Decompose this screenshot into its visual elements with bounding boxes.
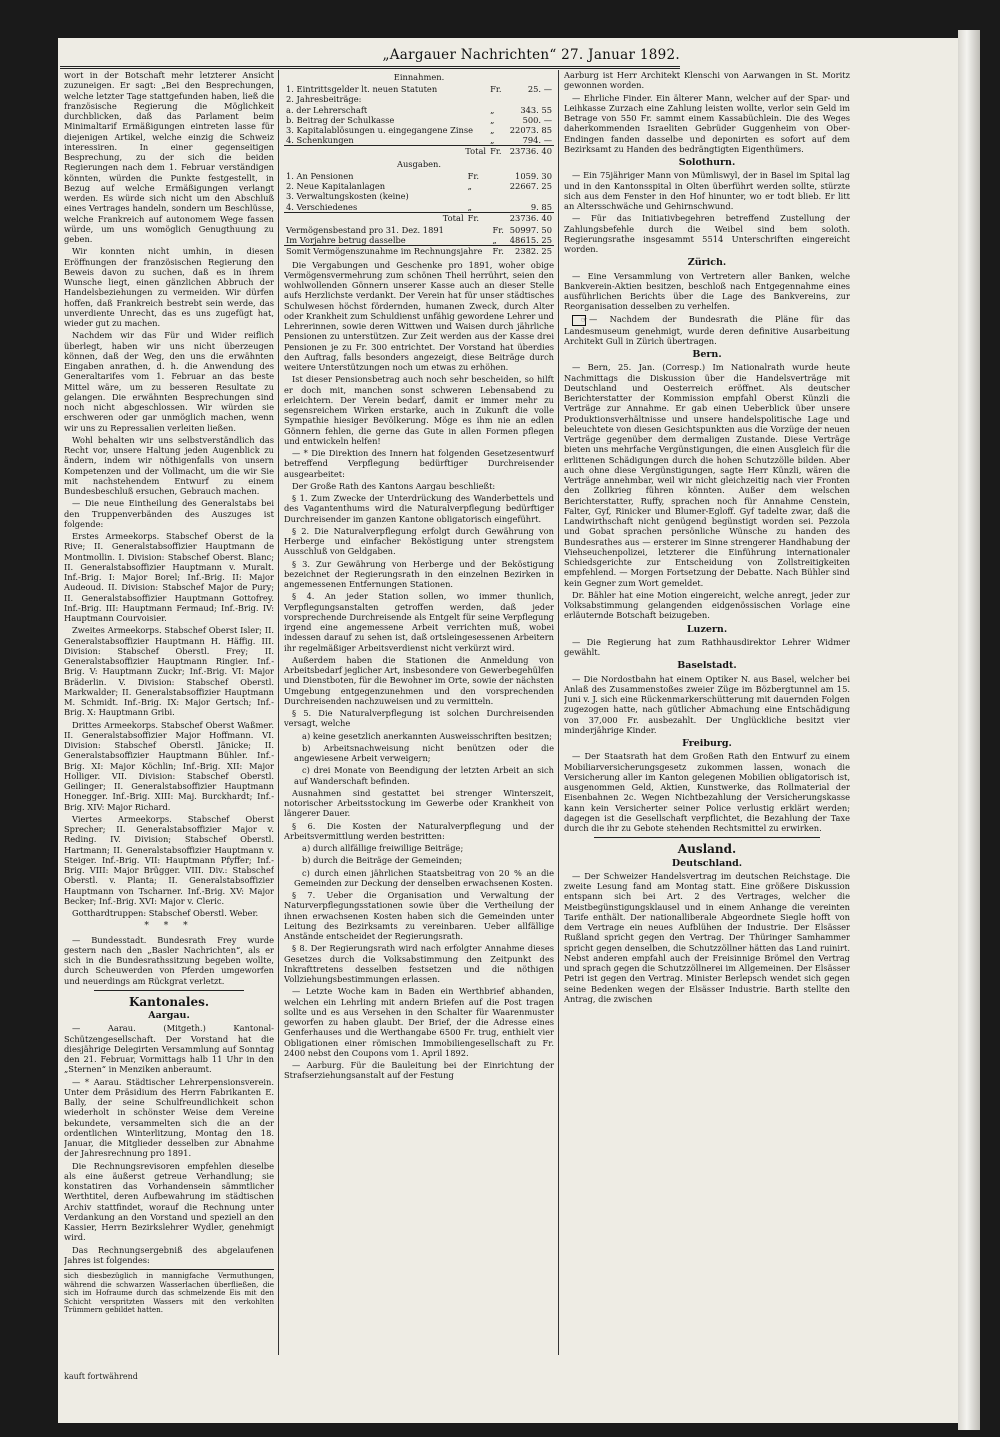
article-paragraph: § 5. Die Naturalverpflegung ist solchen Durchreisenden versagt, welche — [284, 708, 554, 729]
article-paragraph: Der Große Rath des Kantons Aargau beschließt: — [292, 480, 496, 491]
table-heading: Ausgaben. — [396, 158, 442, 169]
article-paragraph: Das Rechnungsergebniß des abgelaufenen Jahres ist folgendes: — [64, 1244, 274, 1265]
list-item: c) durch einen jährlichen Staatsbeitrag von 20 % an die Gemeinden zur Deckung der denselben erwachsenen Kosten. — [294, 867, 554, 888]
pointing-hand-icon: ☞ — [572, 315, 586, 326]
article-paragraph: Gotthardtruppen: Stabschef Oberstl. Weber. — [72, 908, 259, 918]
table-cell-amt: 500. — — [522, 114, 552, 125]
separator: * * * — [144, 921, 194, 932]
table-cell-cur: „ — [492, 235, 497, 246]
article-paragraph: — Aarburg. Für die Bauleitung bei der Einrichtung der Strafserziehungsanstalt auf der Festung — [284, 1060, 554, 1081]
article-paragraph: Aarburg ist Herr Architekt Klenschi von Aarwangen in St. Moritz gewonnen worden. — [564, 70, 850, 91]
table-cell-cur — [488, 94, 505, 104]
section-heading: Kantonales. — [128, 994, 210, 1009]
column-right — [564, 70, 850, 1355]
subsection-heading: Aargau. — [148, 1010, 190, 1021]
article-paragraph: — Der Schweizer Handelsvertrag im deutschen Reichstage. Die zweite Lesung fand am Montag statt. Eine größere Diskussion entspann sich bei Art. 2 des Vertrages, welcher die Meistbegünstigungsklausel und in einem Anhange die vereinten Tarife enthält. Der nationalliberale Abgeordnete Siegle hofft von dem Vertrage ein neues Aufblühen der Industrie. Der Elsässer Rußland spricht gegen den Vertrag. Der Thüringer Samhammer spricht gegen denselben, die Schutzzöllner hätten das Land ruinirt. Nebst anderen empfahl auch der Freisinnige Brömel den Vertrag und sprach gegen die Schutzzöllnerei im Allgemeinen. Der Elsässer Petri ist gegen den Vertrag. Minister Berlepsch wendet sich gegen seine Bedenken wegen der Elsässer Industrie. Barth stellte den Antrag, die zwischen — [564, 870, 850, 1004]
table-cell-amt: 9. 85 — [530, 201, 552, 212]
table-cell-amt: 22073. 85 — [509, 125, 552, 136]
footnote: sich diesbezüglich in mannigfache Vermuthungen, während die schwarzen Wasserlachen überfließen, die sich im Hofraume durch das schmelzende Eis mit den Schicht verspritzten Wassers mit den verkohlten Trümmern gebildet hatten. — [64, 1271, 274, 1315]
table-row — [284, 84, 554, 94]
article-paragraph: Erstes Armeekorps. Stabschef Oberst de la Rive; II. Generalstabsoffizier Hauptmann de Montmollin. I. Division: Stabschef Oberst. Blanc; II. Generalstabsoffizier Hauptmann v. Muralt. Inf.-Brig. I: Major Borel; Inf.-Brig. II: Major Audeoud. II. Division: Stabschef Major de Pury; II. Generalstabsoffizier Hauptmann Gottofrey. Inf.-Brig. III: Hauptmann Fermaud; Inf.-Brig. IV: Hauptmann Courvoisier. — [64, 531, 274, 623]
table-row — [284, 191, 554, 201]
article-paragraph: — * Aarau. Städtischer Lehrerpensionsverein. Unter dem Präsidium des Herrn Fabrikanten E. Bally, der seine Schulfreundlichkeit schon wiederholt in schönster Weise dem Vereine bekundete, versammelten sich die an der ordentlichen Winterlitzung, Montag den 18. Januar, die Mitglieder desselben zur Abnahme der Jahresrechnung pro 1891. — [64, 1076, 274, 1159]
table-row — [284, 115, 554, 125]
list-item: a) durch allfällige freiwillige Beiträge; — [302, 843, 464, 854]
article-paragraph: — Der Staatsrath hat dem Großen Rath den Entwurf zu einem Mobiliarversicherungsgesetz zukommen lassen, wonach die Versicherung aller im Kanton gelegenen Mobilien obligatorisch ist, ausgenommen Geld, Aktien, Kunstwerke, das Rollmaterial der Eisenbahnen 2c. Wegen Nichtbezahlung der Versicherungskasse kann kein Versicherter seiner Police verlustig erklärt werden; dagegen ist die Gesellschaft verpflichtet, die Bezahlung der Taxe durch die ihr zu Gebote stehenden Rechtsmittel zu erwirken. — [564, 751, 850, 833]
article-paragraph: wort in der Botschaft mehr letzterer Ansicht zuzuneigen. Er sagt: „Bei den Besprechungen, welche letzter Tage stattgefunden haben, ließ die französische Regierung die Möglichkeit durchblicken, daß das Parlament beim Minimaltarif Ermäßigungen eintreten lasse für diejenigen Artikel, welche einzig die Schweiz interessiren. In einer gegenseitigen Besprechung, zu der sich die beiden Regierungen nach dem 1. Februar verständigen könnten, würden die Punkte festgestellt, in Bezug auf welche Ermäßigungen verlangt werden. Es würde sich nicht um den Abschluß eines Vertrages handeln, sondern um Beschlüsse, welche Frankreich auf autonomem Wege fassen würde, um uns womöglich Genugthuung zu geben. — [64, 70, 274, 244]
total-cell-cur: Fr. — [466, 212, 488, 223]
article-paragraph: — Eine Versammlung von Vertretern aller Banken, welche Bankverein-Aktien besitzen, beschloß nach Entgegennahme eines ausführlichen Berichts über die Lage des Bankvereins, zur Reorganisation desselben zu verhelfen. — [564, 270, 850, 312]
table-cell-cur: „ — [490, 135, 495, 146]
table-row — [284, 171, 554, 181]
table-cell-label: 3. Verwaltungskosten (keine) — [286, 191, 409, 202]
article-paragraph: Ist dieser Pensionsbetrag auch noch sehr bescheiden, so hilft er doch mit, manchen sonst schweren Lebensabend zu erleichtern. Der Verein bedarf, damit er immer mehr zu segensreichem Wirken erstarke, auch in Zukunft die volle Sympathie hiesiger Bevölkerung. Möge es ihm nie an edlen Gönnern fehlen, die gerne das Gute in allen Formen pflegen und entwickeln helfen! — [284, 374, 554, 446]
table-cell-amt: 794. — — [522, 135, 552, 146]
list-item: a) keine gesetzlich anerkannten Ausweisschriften besitzen; — [302, 730, 552, 741]
divider — [94, 990, 244, 991]
article-paragraph: § 1. Zum Zwecke der Unterdrückung des Wanderbettels und des Vagantenthums wird die Naturalverpflegung bedürftiger Durchreisender im ganzen Kantone obligatorisch eingeführt. — [284, 493, 554, 524]
article-paragraph: Ausnahmen sind gestattet bei strenger Winterszeit, notorischer Arbeitsstockung im Gewerbe oder Krankheit von längerer Dauer. — [284, 787, 554, 819]
table-cell-label: 2. Jahresbeiträge: — [286, 94, 362, 105]
subsection-heading: Freiburg. — [682, 738, 732, 749]
page-edge — [958, 30, 980, 1430]
article-paragraph: § 2. Die Naturalverpflegung erfolgt durch Gewährung von Herberge und einfacher Beköstigung unter strengstem Ausschluß von Geldgaben. — [284, 525, 554, 557]
total-cell-label: Somit Vermögenszunahme im Rechnungsjahre — [284, 246, 490, 257]
table-cell-label: Vermögensbestand pro 31. Dez. 1891 — [286, 224, 444, 235]
column-middle — [284, 70, 554, 1355]
table-cell-amt: 50997. 50 — [509, 224, 552, 235]
table-cell-label: 1. An Pensionen — [286, 170, 354, 181]
article-paragraph: — Ein 75jähriger Mann von Mümliswyl, der in Basel im Spital lag und in den Kantonsspital in Olten überführt werden sollte, stürzte sich aus dem Fenster in den Hof hinunter, wo er todt blieb. Er litt an Altersschwäche und Gehirnschwund. — [564, 170, 850, 211]
article-paragraph: Wir konnten nicht umhin, in diesen Eröffnungen der französischen Regierung den Beweis davon zu suchen, daß es in ihrem Wunsche liegt, einen gänzlichen Abbruch der Handelsbeziehungen zu vermeiden. Wir dürfen hoffen, daß Frankreich bestrebt sein werde, das unverdiente Unrecht, das es uns zugefügt hat, wieder gut zu machen. — [64, 246, 274, 328]
total-row — [284, 212, 554, 223]
page-header — [60, 44, 680, 69]
table-cell-cur: „ — [467, 201, 472, 212]
table-cell-amt: 22667. 25 — [509, 181, 552, 192]
article-paragraph: Die Vergabungen und Geschenke pro 1891, woher obige Vermögensvermehrung zum schönen Theil herrührt, seien den wohlwollenden Gönnern unserer Kasse auch an dieser Stelle aufs Herzlichste verdankt. Der Verein hat für unser städtisches Schulwesen höchst fördernden, humanen Zweck, durch Alter oder Krankheit zum Schuldienst unfähig gewordene Lehrer und Lehrerinnen, sowie deren Wittwen und Waisen durch jährliche Pensionen zu unterstützen. Zur Zeit werden aus der Kasse drei Pensionen je zu Fr. 300 entrichtet. Der Vorstand hat überdies den Auftrag, falls besonders angezeigt, diese Beiträge durch weitere Unterstützungen noch um etwas zu erhöhen. — [284, 259, 554, 373]
table-row — [284, 94, 554, 104]
table-row — [284, 105, 554, 115]
subsection-heading: Baselstadt. — [677, 660, 737, 672]
table-cell-amt — [488, 191, 554, 201]
article-paragraph: Wohl behalten wir uns selbstverständlich das Recht vor, unsere Haltung jeden Augenblick zu ändern, indem wir nöthigenfalls von unsern Kompetenzen und der Vollmacht, um die wir Sie mit nachstehendem Entwurf zu einem Bundesbeschluß ersuchen, Gebrauch machen. — [64, 434, 274, 496]
list-item: b) durch die Beiträge der Gemeinden; — [302, 855, 463, 866]
total-cell-amt: 23736. 40 — [488, 212, 554, 223]
table-cell-amt: 343. 55 — [520, 104, 552, 115]
table-cell-cur: „ — [490, 104, 495, 115]
article-paragraph: — * Die Direktion des Innern hat folgenden Gesetzesentwurf betreffend Verpflegung bedürftiger Durchreisender ausgearbeitet: — [284, 448, 554, 479]
article-paragraph: — Bundesstadt. Bundesrath Frey wurde gestern nach den „Basler Nachrichten“, als er sich in die Bundesrathssitzung begeben wollte, durch Scheuwerden von Pferden umgeworfen und neuerdings am Rückgrat verletzt. — [64, 934, 274, 986]
table-cell-cur: Fr. — [490, 84, 502, 95]
table-cell-amt: 48615. 25 — [509, 235, 552, 246]
section-heading: Ausland. — [677, 842, 737, 857]
table-cell-label: 3. Kapitalablösungen u. eingegangene Zinse — [286, 125, 474, 136]
article-paragraph: — Für das Initiativbegehren betreffend Zustellung der Zahlungsbefehle durch die Weibel sind bem soloth. Regierungsrathe insgesammt 5514 Unterschriften eingereicht worden. — [564, 213, 850, 254]
article-paragraph: Dr. Bähler hat eine Motion eingereicht, welche anregt, jeder zur Volksabstimmung gelangenden eidgenössischen Vorlage eine erläuternde Botschaft beizugeben. — [564, 589, 850, 621]
table-cell-cur: „ — [490, 125, 495, 136]
table-cell-label: 4. Verschiedenes — [286, 201, 358, 212]
article-paragraph: — Die neue Eintheilung des Generalstabs bei den Truppenverbänden des Auszuges ist folgende: — [64, 498, 274, 529]
table-cell-cur: Fr. — [492, 224, 504, 235]
table-heading: Einnahmen. — [393, 72, 445, 82]
table-cell-cur — [466, 191, 488, 201]
table-cell-amt — [505, 94, 554, 104]
table-row — [284, 125, 554, 135]
column-rule — [558, 70, 559, 1355]
article-paragraph: Viertes Armeekorps. Stabschef Oberst Sprecher; II. Generalstabsoffizier Major v. Reding. IV. Division; Stabschef Oberstl. Hartmann; II. Generalstabsoffizier Hauptmann v. Steiger. Inf.-Brig. VII: Hauptmann Pfyffer; Inf.-Brig. VIII: Major Brügger. VIII. Div.: Stabschef Oberstl. v. Planta; II. Generalstabsoffizier Hauptmann von Tscharner. Inf.-Brig. XV: Major Becker; Inf.-Brig. XVI: Major v. Cleric. — [64, 813, 274, 906]
table-cell-cur: Fr. — [467, 170, 480, 181]
table-cell-cur: „ — [490, 114, 495, 125]
bottom-scrap-text: kauft fortwährend — [64, 1372, 138, 1381]
column-left — [64, 70, 274, 1355]
table-row — [284, 235, 554, 246]
expense-table — [284, 171, 554, 223]
article-paragraph: § 8. Der Regierungsrath wird nach erfolgter Annahme dieses Gesetzes durch die Volksabstimmung den Zeitpunkt des Inkrafttretens desselben festsetzen und die nöthigen Vollziehungsbestimmungen erlassen. — [284, 943, 554, 985]
article-paragraph: — Aarau. (Mitgeth.) Kantonal-Schützengesellschaft. Der Vorstand hat die diesjährige Delegirten Versammlung auf Sonntag den 21. Februar, Vormittags halb 11 Uhr in den „Sternen“ in Menziken anberaumt. — [64, 1023, 274, 1075]
table-cell-cur: „ — [467, 181, 472, 192]
article-paragraph: Nachdem wir das Für und Wider reiflich überlegt, haben wir uns nicht überzeugen können, daß der Weg, den uns die erwähnten Eingaben anrathen, d. h. die Anwendung des Generaltarifes vom 1. Februar an das beste Mittel wäre, um zu besseren Resultate zu gelangen. Die erwähnten Besprechungen sind noch nicht abgeschlossen. Wir würden sie erschweren oder gar unmöglich machen, wenn wir uns zu Repressalien verleiten ließen. — [64, 330, 274, 433]
subsection-heading: Solothurn. — [678, 157, 736, 168]
article-paragraph — [564, 314, 850, 347]
article-paragraph: Zweites Armeekorps. Stabschef Oberst Isler; II. Generalstabsoffizier Hauptmann H. Häffig. III. Division: Stabschef Oberstl. Frey; II. Generalstabsoffizier Hauptmann Ringier. Inf.-Brig. V: Hauptmann Zuckr; Inf.-Brig. VI: Major Bräderlin. V. Division: Stabschef Oberstl. Markwalder; II. Generalstabsoffizier Hauptmann M. Schmidt. Inf.-Brig. IX: Major Gertsch; Inf.-Brig. X: Hauptmann Gribi. — [64, 625, 274, 718]
total-cell-cur: Fr. — [488, 146, 505, 157]
table-row — [284, 135, 554, 146]
table-cell-label: 1. Eintrittsgelder lt. neuen Statuten — [286, 84, 438, 95]
table-cell-label: 2. Neue Kapitalanlagen — [286, 181, 386, 192]
total-row — [284, 146, 554, 157]
header-title: „Aargauer Nachrichten“ 27. Januar 1892. — [382, 47, 680, 63]
list-item: b) Arbeitsnachweisung nicht benützen oder die angewiesene Arbeit verweigern; — [294, 742, 554, 764]
table-cell-label: 4. Schenkungen — [286, 135, 354, 146]
subsection-heading: Bern. — [692, 349, 722, 360]
article-text: — Nachdem der Bundesrath die Pläne für das Landesmuseum genehmigt, wurde deren definitive Ausarbeitung Architekt Gull in Zürich übertragen. — [564, 313, 850, 346]
article-paragraph: § 3. Zur Gewährung von Herberge und der Beköstigung bezeichnet der Regierungsrath in den einzelnen Bezirken in angemessenen Entfernungen Stationen. — [284, 558, 554, 590]
article-paragraph: § 6. Die Kosten der Naturalverpflegung und der Arbeitsvermittlung werden bestritten: — [284, 820, 554, 841]
balance-table — [284, 225, 554, 257]
table-cell-amt: 25. — — [527, 84, 552, 95]
subsection-heading: Zürich. — [687, 257, 727, 269]
article-paragraph: — Letzte Woche kam in Baden ein Werthbrief abhanden, welchen ein Lehrling mit andern Briefen auf die Post tragen sollte und es aus Versehen in den Schalter für Waarenmuster geworfen zu haben glaubt. Der Brief, der die Adresse eines Genferhauses und die Werthangabe 6500 Fr. trug, enthielt vier Obligationen einer römischen Immobiliengesellschaft zu Fr. 2400 nebst den Coupons vom 1. April 1892. — [284, 986, 554, 1058]
article-paragraph: — Die Nordostbahn hat einem Optiker N. aus Basel, welcher bei Anlaß des Zusammenstoßes zweier Züge im Bözbergtunnel am 15. Juni v. J. sich eine Rückenmarkerschütterung mit dauernden Folgen zugezogen hatte, nach gütlicher Abmachung eine Entschädigung von 37,000 Fr. ausbezahlt. Der Unglückliche besitzt vier minderjährige Kinder. — [564, 673, 850, 735]
total-cell-amt: 23736. 40 — [505, 146, 554, 157]
list-item: c) drei Monate von Beendigung der letzten Arbeit an sich auf Wanderschaft befinden. — [294, 765, 554, 786]
table-cell-amt: 1059. 30 — [515, 170, 552, 181]
article-paragraph: § 4. An jeder Station sollen, wo immer thunlich, Verpflegungsanstalten getroffen werden, daß jeder vorsprechende Durchreisende als Entgelt für seine Verpflegung irgend eine angemessene Arbeit verrichten muß, wobei indessen darauf zu sehen ist, daß ortsleingesessenen Arbeitern ihr regelmäßiger Arbeitsverdienst nicht verkürzt wird. — [284, 591, 554, 653]
total-cell-amt: 2382. 25 — [506, 246, 554, 257]
article-paragraph: — Ehrliche Finder. Ein älterer Mann, welcher auf der Spar- und Leihkasse Zurzach eine Zahlung leisten wollte, verlor sein Geld im Betrage von 550 Fr. sammt einem Kassabüchlein. Die des Weges daherkommenden Israeliten Gebrüder Guggenheim von Ober-Endingen fanden dasselbe und deponirten es sofort auf dem Bezirksamt zu Handen des bedrängtigten Eigenthümers. — [564, 92, 850, 154]
divider — [594, 837, 820, 838]
total-row — [284, 246, 554, 257]
article-paragraph: Außerdem haben die Stationen die Anmeldung von Arbeitsbedarf jeglicher Art, insbesondere von Gewerbegehülfen und Dienstboten, für die Bewohner im Orte, sowie der nächsten Umgebung entgegenzunehmen und den vorsprechenden Durchreisenden nachzuweisen und zu vermitteln. — [284, 654, 554, 706]
table-row — [284, 202, 554, 213]
subsection-heading: Luzern. — [686, 623, 728, 635]
article-paragraph: — Die Regierung hat zum Rathhausdirektor Lehrer Widmer gewählt. — [564, 636, 850, 657]
total-cell-label: Total — [284, 146, 488, 157]
total-cell-cur: Fr. — [490, 246, 506, 257]
article-paragraph: Die Rechnungsrevisoren empfehlen dieselbe als eine äußerst getreue Verhandlung; sie konstatiren das Vorhandensein sämmtlicher Werthtitel, deren Aufbewahrung im städtischen Archiv stattfindet, worauf die Rechnung unter Verdankung an den Vorstand und speziell an den Kassier, Herrn Bezirkslehrer Wydler, genehmigt wird. — [64, 1160, 274, 1243]
income-table — [284, 84, 554, 156]
table-row — [284, 181, 554, 191]
table-cell-label: a. der Lehrerschaft — [286, 104, 368, 115]
table-cell-label: b. Beitrag der Schulkasse — [286, 114, 395, 125]
table-row — [284, 225, 554, 235]
article-paragraph: — Bern, 25. Jan. (Corresp.) Im Nationalrath wurde heute Nachmittags die Diskussion über die Handelsverträge mit Deutschland und Oesterreich eröffnet. Als deutscher Berichterstatter der Kommission empfahl Oberst Künzli die Verträge zur Annahme. Er gab einen Ueberblick über unsere Produktionsverhältnisse und unsere handelspolitische Lage und beleuchtete von diesen Gesichtspunkten aus die Vorzüge der neuen Verträge gegenüber dem dermaligen Zustande. Diese Verträge bieten uns mehrfache Vergünstigungen, die einen Ausgleich für die erlittenen Schädigungen durch die hohen Schutzzölle bilden. Aber auch ohne diese Vergünstigungen, sagte Herr Künzli, wären die Verträge annehmbar, weil wir nicht gleichzeitig nach vier Fronten den Zollkrieg führen könnten. Außer dem welschen Berichterstatter, Ruffy, sprachen noch für Annahme Censtein, Falter, Gyf, Rinicker und Blumer-Egloff. Gyf tadelte zwar, daß die Landwirthschaft nicht genügend begünstigt worden sei. Pezzola und Gobat sprachen persönliche Wünsche zu handen des Bundesrathes aus — ersterer im Sinne strengerer Handhabung der Viehseuchenpolizei, letzterer die Einführung internationaler Schiedsgerichte zur Entscheidung von Zollstreitigkeiten empfehlend. — Morgen Fortsetzung der Debatte. Nach Bühler sind kein Gegner zum Wort gemeldet. — [564, 362, 850, 588]
table-cell-label: Im Vorjahre betrug dasselbe — [286, 235, 406, 246]
article-paragraph: § 7. Ueber die Organisation und Verwaltung der Naturverpflegungsstationen sowie über die Vertheilung der ihnen erwachsenen Kosten haben sich die Gemeinden unter Leitung des Bezirksamts zu vereinbaren. Ueber allfällige Anstände entscheidet der Regierungsrath. — [284, 890, 554, 942]
subsection-heading: Deutschland. — [671, 857, 743, 869]
total-cell-label: Total — [284, 212, 466, 223]
article-paragraph: Drittes Armeekorps. Stabschef Oberst Waßmer. II. Generalstabsoffizier Major Hoffmann. VI. Division: Stabschef Oberstl. Jänicke; II. Generalstabsoffizier Hauptmann Bühler. Inf.-Brig. XI: Major Köchlin; Inf.-Brig. XII: Major Holliger. VII. Division: Stabschef Oberstl. Geilinger; II. Generalstabsoffizier Hauptmann Honegger. Inf.-Brig. XIII: Maj. Burckhardt; Inf.-Brig. XIV: Major Richard. — [64, 719, 274, 812]
column-rule — [278, 70, 279, 1355]
